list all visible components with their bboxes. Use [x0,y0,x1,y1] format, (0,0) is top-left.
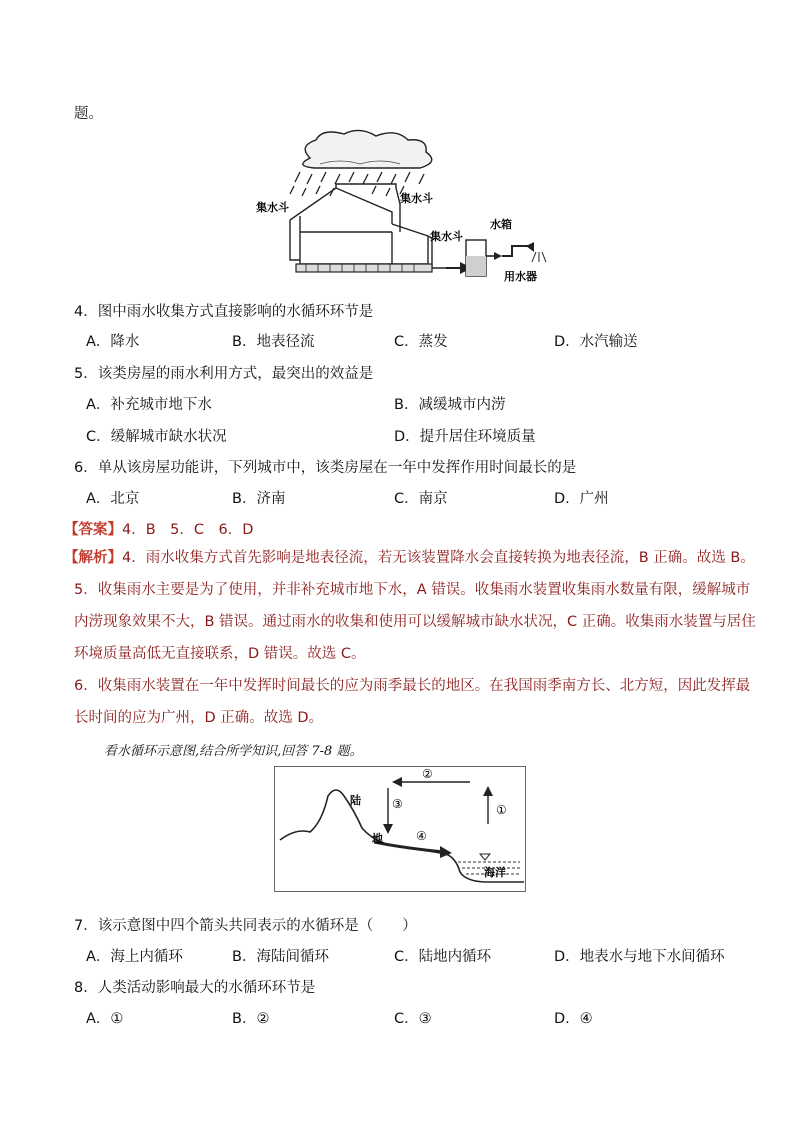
q8-option-b[interactable]: B．② [232,1011,270,1027]
q8-option-c[interactable]: C．③ [394,1011,432,1027]
answer-bracket: 【答案】 [64,522,122,538]
q6-option-c[interactable]: C．南京 [394,491,448,507]
house-icon [290,184,460,268]
q7-option-c[interactable]: C．陆地内循环 [394,949,492,965]
answer-line [64,518,253,539]
analysis-line-5: 6．收集雨水装置在一年中发挥时间最长的应为雨季最长的地区。在我国雨季南方长、北方短，因此发挥最 [74,678,751,694]
question-7-stem: 7．该示意图中四个箭头共同表示的水循环是（ ） [74,918,417,934]
question-5-stem: 5．该类房屋的雨水利用方式，最突出的效益是 [74,366,374,382]
q5-option-d[interactable]: D．提升居住环境质量 [394,429,536,445]
label-arrow-4: ④ [416,829,427,843]
label-arrow-2: ② [422,767,433,781]
label-right-hopper: 集水斗 [430,230,463,243]
label-tank: 水箱 [490,218,512,231]
q8-option-a[interactable]: A．① [86,1011,124,1027]
q5-option-c[interactable]: C．缓解城市缺水状况 [86,429,227,445]
label-left-hopper: 集水斗 [256,201,289,214]
label-arrow-3: ③ [392,797,403,811]
q5-option-a[interactable]: A．补充城市地下水 [86,397,212,413]
analysis-line-1: 【解析】4．雨水收集方式首先影响是地表径流，若无该装置降水会直接转换为地表径流，B 正确。故选 B。 [64,550,755,566]
q8-option-d[interactable]: D．④ [554,1011,593,1027]
q4-option-a[interactable]: A．降水 [86,334,140,350]
q4-option-d[interactable]: D．水汽输送 [554,334,638,350]
q4-option-b[interactable]: B．地表径流 [232,334,315,350]
answer-text: 4．B 5．C 6．D [122,522,254,538]
label-user: 用水器 [504,270,537,283]
q6-option-a[interactable]: A．北京 [86,491,140,507]
label-arrow-1: ① [496,803,507,817]
q7-option-a[interactable]: A．海上内循环 [86,949,183,965]
q7-option-d[interactable]: D．地表水与地下水间循环 [554,949,725,965]
q7-option-b[interactable]: B．海陆间循环 [232,949,329,965]
question-8-stem: 8．人类活动影响最大的水循环环节是 [74,980,316,996]
question-4-stem: 4．图中雨水收集方式直接影响的水循环环节是 [74,304,374,320]
intro-7-8: 看水循环示意图,结合所学知识,回答 7-8 题。 [104,744,363,759]
analysis-line-3: 内涝现象效果不大，B 错误。通过雨水的收集和使用可以缓解城市缺水状况，C 正确。收集雨水装置与居住 [74,614,756,630]
label-top-hopper: 集水斗 [400,192,433,205]
water-cycle-diagram [274,766,526,892]
label-ocean: 海洋 [484,866,506,879]
analysis-line-2: 5．收集雨水主要是为了使用，并非补充城市地下水，A 错误。收集雨水装置收集雨水数量有限，缓解城市 [74,582,751,598]
question-6-stem: 6．单从该房屋功能讲，下列城市中，该类房屋在一年中发挥作用时间最长的是 [74,460,577,476]
analysis-line-4: 环境质量高低无直接联系，D 错误。故选 C。 [74,646,366,662]
top-fragment: 题。 [74,106,103,122]
q5-option-b[interactable]: B．减缓城市内涝 [394,397,506,413]
rainwater-house-diagram [250,128,550,288]
water-user-icon [502,242,546,262]
label-land-2: 地 [372,832,383,845]
analysis-bracket: 【解析】 [64,550,122,566]
label-land-1: 陆 [350,794,361,807]
q6-option-b[interactable]: B．济南 [232,491,286,507]
q4-option-c[interactable]: C．蒸发 [394,334,448,350]
analysis-line-6: 长时间的应为广州，D 正确。故选 D。 [74,710,324,726]
q6-option-d[interactable]: D．广州 [554,491,609,507]
